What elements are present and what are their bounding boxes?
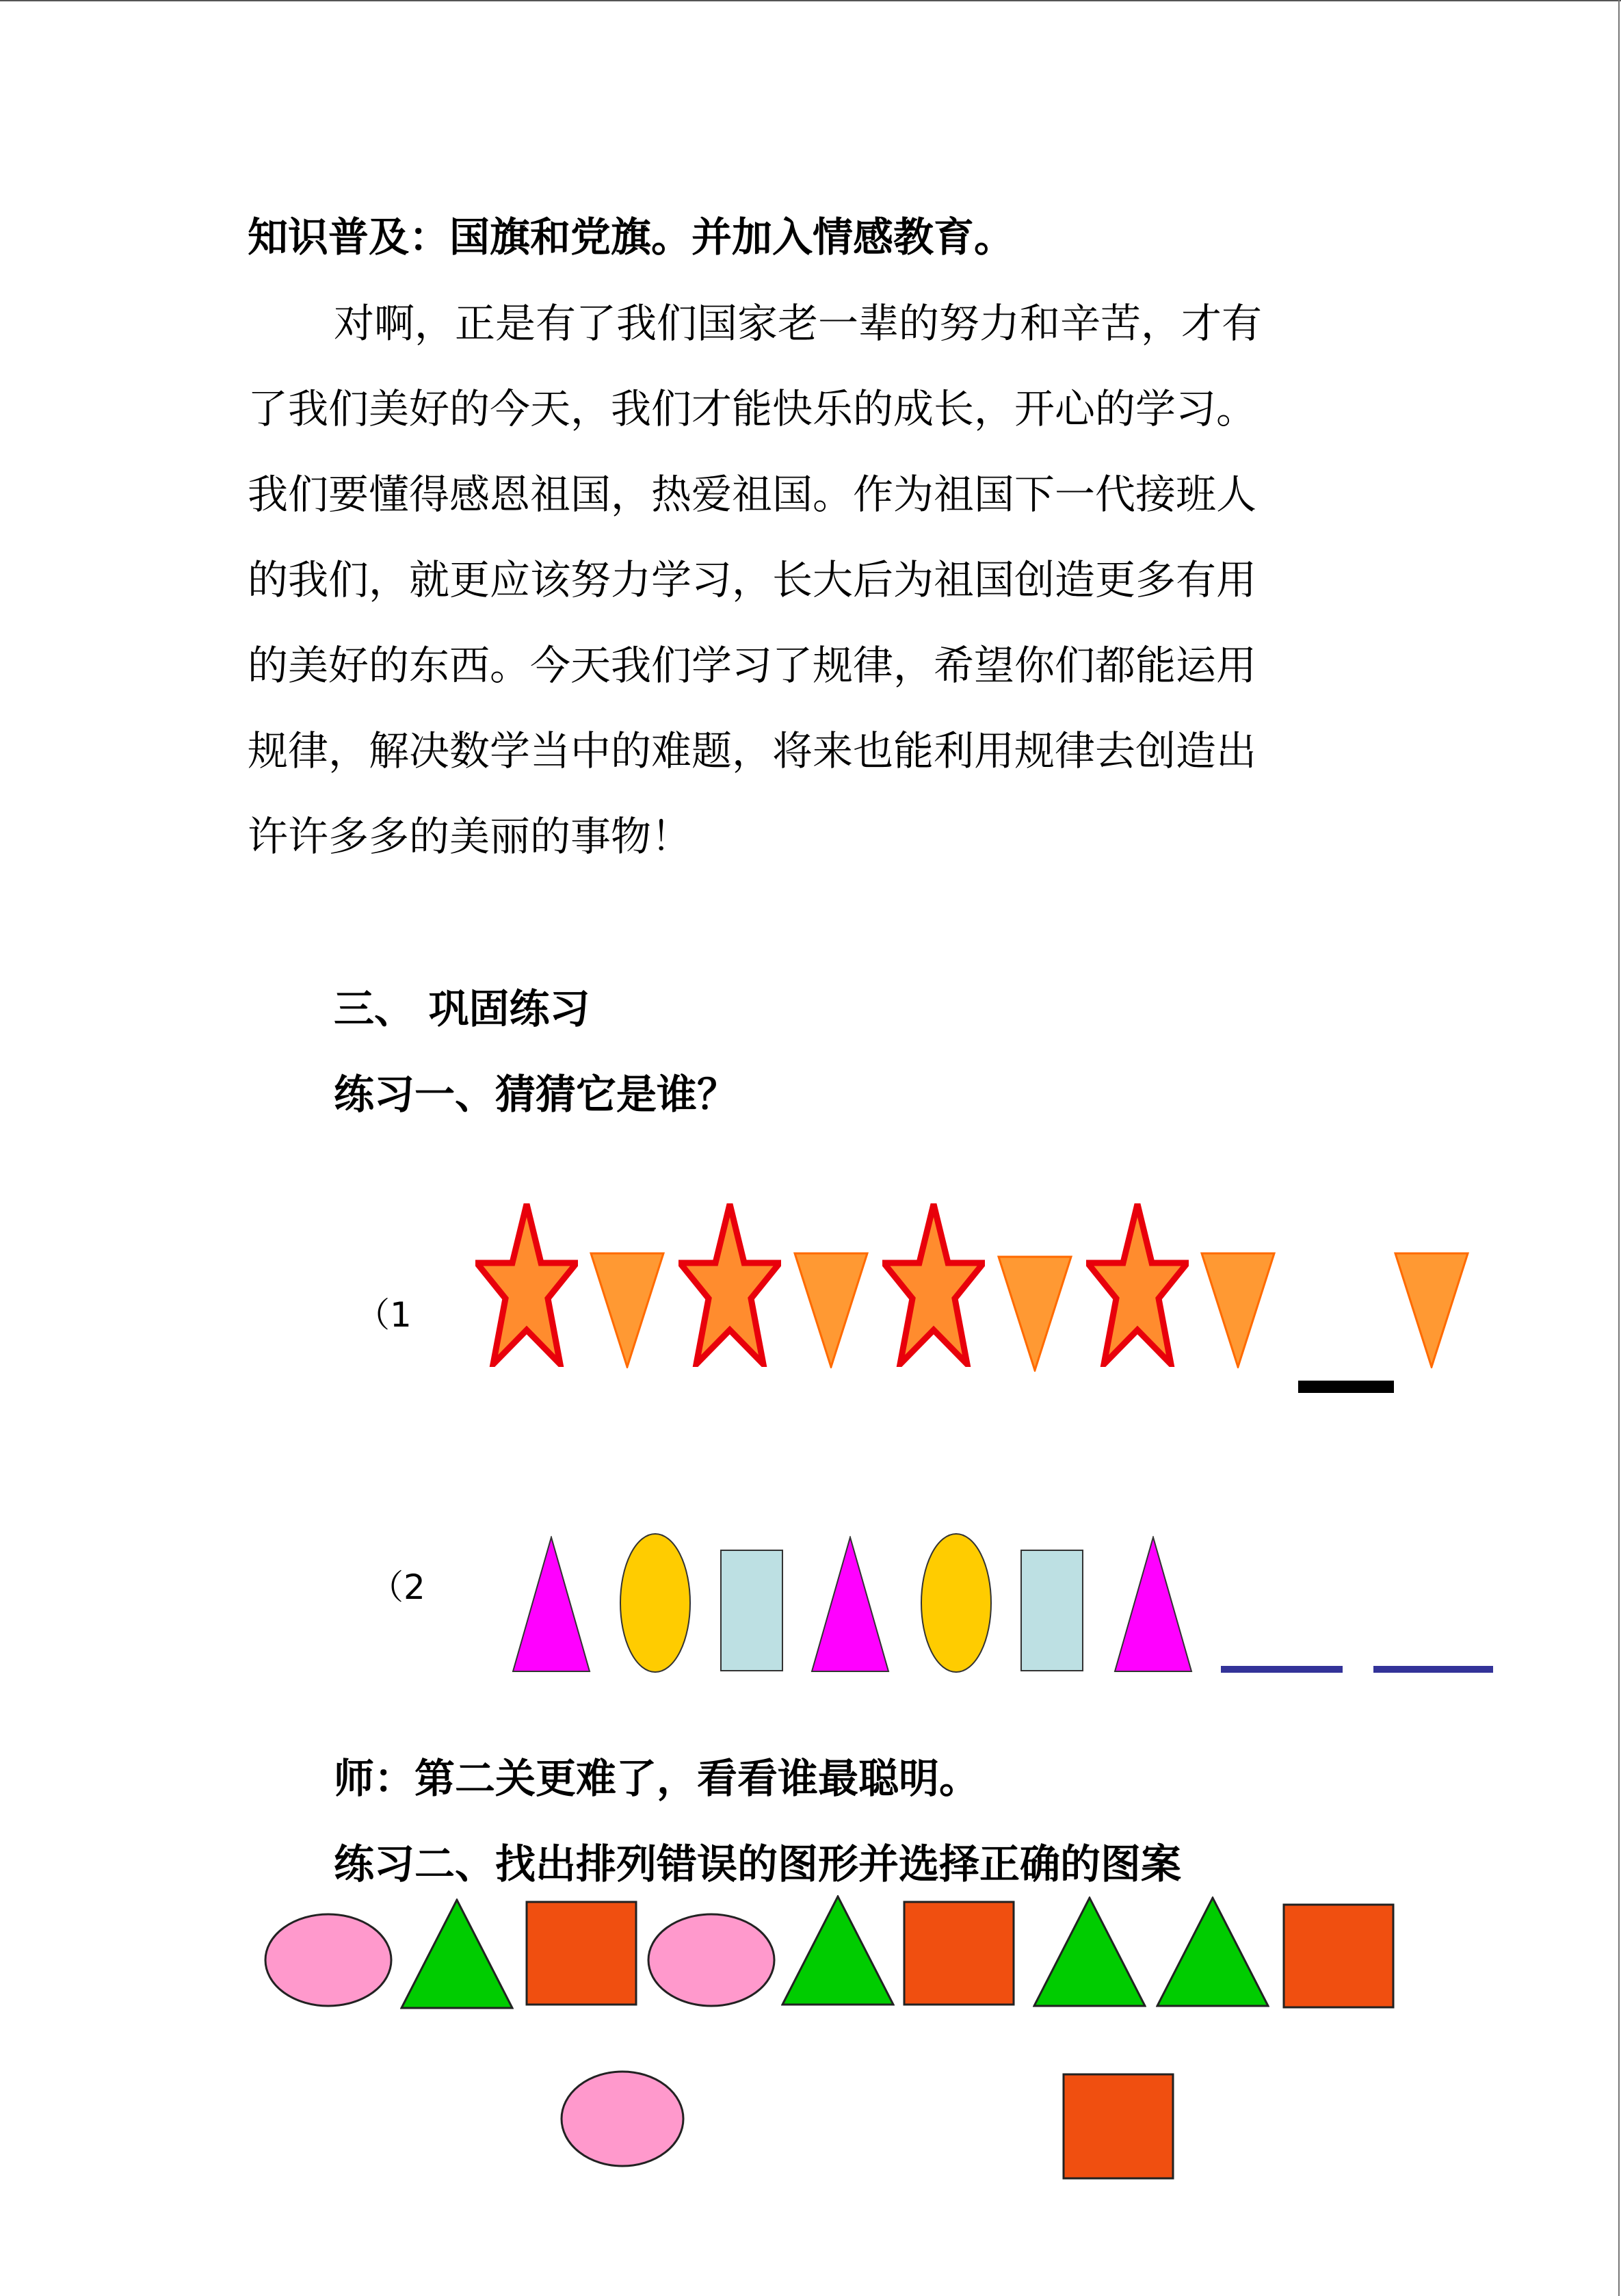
star-icon: [1086, 1203, 1189, 1367]
paragraph-line-6: 规律，解决数学当中的难题，将来也能利用规律去创造出: [248, 727, 1257, 774]
page-right-border: [1618, 0, 1620, 2296]
star-icon: [475, 1203, 578, 1367]
square-icon: [525, 1901, 637, 2006]
down-triangle-icon: [1394, 1252, 1469, 1368]
option-square-icon[interactable]: [1062, 2073, 1174, 2180]
triangle-icon: [512, 1536, 591, 1673]
triangle-icon: [781, 1895, 895, 2006]
ellipse-icon: [263, 1912, 393, 2008]
row2-label: （2: [369, 1567, 425, 1607]
option-ellipse-icon[interactable]: [559, 2070, 685, 2168]
knowledge-heading: 知识普及：国旗和党旗。并加入情感教育。: [248, 213, 1015, 261]
page-top-border: [0, 0, 1621, 1]
down-triangle-icon: [793, 1252, 869, 1368]
ellipse-icon: [920, 1532, 992, 1673]
answer-blank-line: [1373, 1666, 1493, 1673]
paragraph-line-1: 对啊，正是有了我们国家老一辈的努力和辛苦，才有: [334, 300, 1263, 347]
paragraph-line-5: 的美好的东西。今天我们学习了规律，希望你们都能运用: [248, 642, 1257, 689]
down-triangle-icon: [590, 1252, 665, 1368]
star-icon: [882, 1203, 985, 1367]
paragraph-line-2: 了我们美好的今天，我们才能快乐的成长，开心的学习。: [248, 385, 1257, 432]
triangle-icon: [1033, 1896, 1146, 2007]
ellipse-icon: [646, 1912, 776, 2008]
exercise2-title: 练习二、找出排列错误的图形并选择正确的图案: [334, 1840, 1182, 1888]
section-heading: 三、 巩固练习: [334, 985, 590, 1032]
triangle-icon: [400, 1899, 514, 2009]
star-icon: [678, 1203, 781, 1367]
rectangle-icon: [1020, 1550, 1083, 1671]
triangle-icon: [1113, 1536, 1193, 1673]
paragraph-line-7: 许许多多的美丽的事物！: [248, 813, 692, 860]
exercise1-title: 练习一、猜猜它是谁？: [334, 1071, 738, 1118]
paragraph-line-4: 的我们，就更应该努力学习，长大后为祖国创造更多有用: [248, 556, 1257, 603]
answer-blank-line: [1221, 1666, 1343, 1673]
paragraph-line-3: 我们要懂得感恩祖国，热爱祖国。作为祖国下一代接班人: [248, 471, 1257, 518]
down-triangle-icon: [997, 1255, 1072, 1372]
ellipse-icon: [619, 1532, 691, 1673]
teacher-line: 师：第二关更难了，看看谁最聪明。: [334, 1755, 980, 1802]
down-triangle-icon: [1200, 1252, 1276, 1368]
answer-blank-line: [1298, 1381, 1394, 1393]
rectangle-icon: [720, 1550, 783, 1671]
row1-label: （1: [356, 1295, 412, 1335]
triangle-icon: [810, 1536, 890, 1673]
square-icon: [1282, 1903, 1395, 2009]
triangle-icon: [1156, 1896, 1269, 2007]
square-icon: [903, 1901, 1015, 2006]
